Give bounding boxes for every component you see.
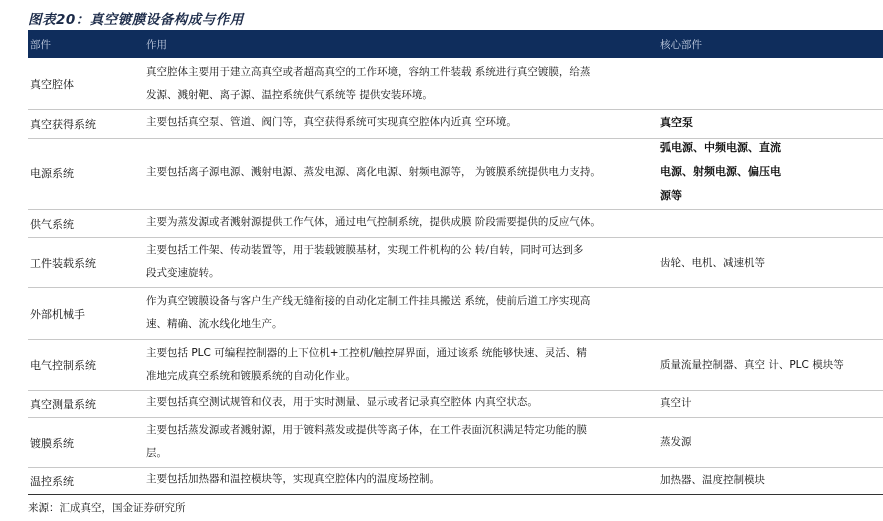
row-function (146, 290, 658, 336)
table-row (28, 340, 883, 391)
row-function (146, 391, 658, 414)
row-core (660, 391, 882, 415)
row-function (146, 342, 658, 388)
function-line: 速、精确、流水线化地生产。 (146, 318, 283, 330)
row-part-name: 工件装载系统 (30, 257, 96, 270)
core-line: 质量流量控制器、真空 计、PLC 模块等 (660, 359, 844, 371)
row-part-name: 电源系统 (30, 167, 74, 180)
table-bottom-rule (28, 494, 883, 495)
row-part-name: 电气控制系统 (30, 359, 96, 372)
function-line: 段式变速旋转。 (146, 267, 220, 279)
core-line: 电源、射频电源、偏压电 (660, 165, 781, 178)
table-header (28, 30, 883, 58)
function-line: 发源、溅射靶、离子源、温控系统供气系统等 提供安装环境。 (146, 89, 433, 101)
row-core (660, 430, 882, 454)
core-line: 弧电源、中频电源、直流 (660, 141, 781, 154)
function-line: 主要包括工件架、传动装置等，用于装载镀膜基材，实现工件机构的公 转/自转，同时可达到多 (146, 244, 584, 256)
function-line: 真空腔体主要用于建立高真空或者超高真空的工作环境，容纳工件装载 系统进行真空镀膜，给蒸 (146, 66, 591, 78)
function-line: 主要包括加热器和温控模块等，实现真空腔体内的温度场控制。 (146, 473, 440, 485)
table-row (28, 391, 883, 418)
row-function (146, 419, 658, 465)
row-function (146, 239, 658, 285)
row-function (146, 111, 658, 134)
core-line: 加热器、温度控制模块 (660, 474, 765, 486)
figure-title: 图表20：真空镀膜设备构成与作用 (28, 12, 244, 28)
row-part-name: 温控系统 (30, 475, 74, 488)
function-line: 主要包括真空泵、管道、阀门等，真空获得系统可实现真空腔体内近真 空环境。 (146, 116, 517, 128)
table-row (28, 418, 883, 468)
function-line: 主要包括蒸发源或者溅射源，用于镀料蒸发或提供等离子体，在工件表面沉积满足特定功能的膜 (146, 424, 587, 436)
function-line: 主要包括离子源电源、溅射电源、蒸发电源、离化电源、射频电源等， 为镀膜系统提供电力支持。 (146, 166, 601, 178)
table-row (28, 238, 883, 288)
core-line: 蒸发源 (660, 436, 692, 448)
row-function (146, 211, 658, 234)
function-line: 作为真空镀膜设备与客户生产线无缝衔接的自动化定制工件挂具搬送 系统，使前后道工序实现高 (146, 295, 591, 307)
row-function (146, 61, 658, 107)
table-row (28, 139, 883, 210)
row-part-name: 真空测量系统 (30, 398, 96, 411)
function-line: 主要为蒸发源或者溅射源提供工作气体，通过电气控制系统，提供成膜 阶段需要提供的反应气体。 (146, 216, 601, 228)
row-part-name: 镀膜系统 (30, 437, 74, 450)
header-part: 部件 (30, 39, 51, 51)
core-line: 真空泵 (660, 116, 693, 129)
source-note: 来源：汇成真空，国金证券研究所 (28, 502, 186, 514)
core-line: 齿轮、电机、减速机等 (660, 257, 765, 269)
function-line: 准地完成真空系统和镀膜系统的自动化作业。 (146, 370, 356, 382)
function-line: 层。 (146, 447, 167, 459)
row-core (660, 136, 882, 208)
row-core (660, 111, 882, 135)
header-function: 作用 (146, 39, 167, 51)
table-row (28, 59, 883, 110)
table-row (28, 210, 883, 238)
table-row (28, 110, 883, 139)
row-core (660, 468, 882, 492)
row-part-name: 供气系统 (30, 218, 74, 231)
row-function (146, 468, 658, 491)
table-row (28, 468, 883, 493)
row-part-name: 外部机械手 (30, 308, 85, 321)
core-line: 真空计 (660, 397, 692, 409)
row-core (660, 353, 882, 377)
row-part-name: 真空腔体 (30, 78, 74, 91)
function-line: 主要包括 PLC 可编程控制器的上下位机+工控机/触控屏界面，通过该系 统能够快速、灵活、精 (146, 347, 587, 359)
row-core (660, 251, 882, 275)
row-function (146, 161, 658, 184)
function-line: 主要包括真空测试规管和仪表，用于实时测量、显示或者记录真空腔体 内真空状态。 (146, 396, 538, 408)
header-core: 核心部件 (660, 39, 702, 51)
table-row (28, 288, 883, 340)
row-part-name: 真空获得系统 (30, 118, 96, 131)
core-line: 源等 (660, 189, 682, 202)
